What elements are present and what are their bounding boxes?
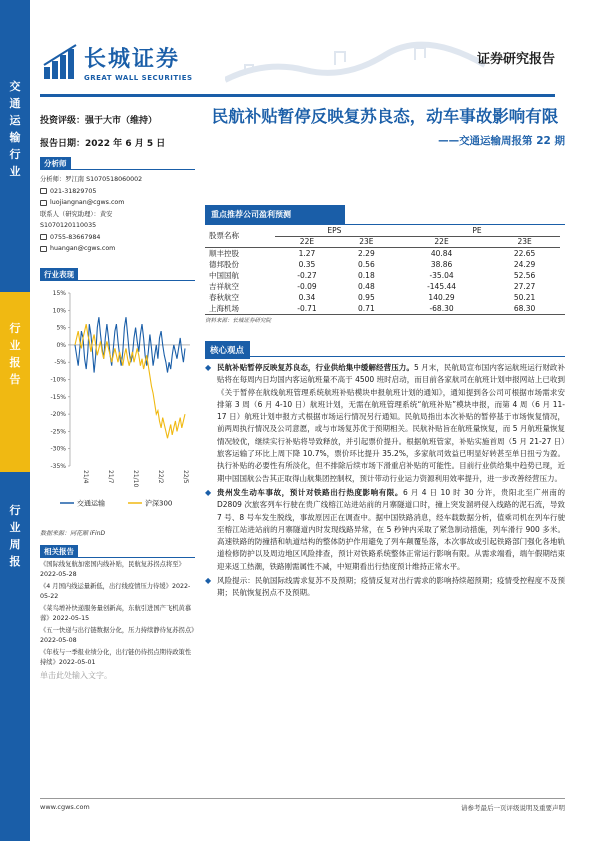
related-section-label: 相关报告 (40, 545, 78, 558)
logo-cn-text: 长城证券 (84, 46, 181, 72)
analyst-email[interactable] (40, 197, 195, 209)
analyst-phone-text: 021-31829705 (50, 187, 97, 195)
value-cell: 0.95 (358, 292, 375, 302)
paragraph-aviation (205, 362, 565, 485)
x-tick-label: 21/10 (132, 470, 139, 488)
analyst-phone (40, 186, 195, 198)
core-section-label: 核心观点 (205, 341, 250, 359)
para-text: 风险提示：民航国际线需求复苏不及预期；疫情反复对出行需求的影响持续超预期；疫情受控程度不及预期；民航恢复拐点不及预期。 (217, 576, 565, 598)
page-header (30, 0, 595, 96)
legend-label: 沪深300 (145, 499, 173, 508)
value-cell: 0.34 (298, 292, 316, 302)
analyst-section-label: 分析师 (40, 157, 71, 170)
segment3-char: 行 (9, 504, 21, 517)
col-group-eps: EPS (275, 225, 394, 236)
segment2-char: 报 (9, 356, 21, 369)
table-row (205, 281, 560, 292)
y-tick-label: 5% (56, 324, 66, 332)
brand-logo (42, 42, 193, 82)
report-title: 民航补贴暂停反映复苏良态，动车事故影响有限 (211, 107, 559, 126)
value-cell: 22.65 (513, 248, 536, 258)
related-report-item[interactable]: 《年枝与一季报业绩分化，出行链仍待拐点期待政策性持续》2022-05-01 (40, 649, 192, 666)
stock-name-cell: 德邦股份 (209, 259, 239, 269)
value-cell: 50.21 (513, 292, 536, 302)
col-stock-name: 股票名称 (209, 231, 239, 241)
header-divider (40, 94, 555, 97)
segment2-char: 告 (9, 373, 21, 386)
analyst-email-text[interactable]: luojiangnan@cgws.com (50, 199, 125, 206)
side-segment-report (0, 292, 30, 472)
table-row (205, 270, 560, 281)
side-segment-weekly (0, 472, 30, 841)
table-row (205, 259, 560, 270)
value-cell: 1.27 (298, 248, 316, 258)
table-bottom-rule (205, 314, 565, 315)
analyst-name-line: 分析师：罗江南 S1070518060002 (40, 176, 143, 183)
col-pe-22e: 22E (434, 237, 449, 246)
segment2-char: 业 (9, 339, 21, 352)
mail-icon (40, 200, 47, 206)
value-cell: -145.44 (427, 281, 457, 291)
value-cell: 0.18 (358, 270, 375, 280)
placeholder-text[interactable]: 单击此处输入文字。 (40, 671, 112, 680)
value-cell: 2.29 (358, 248, 375, 258)
x-tick-label: 22/5 (182, 470, 189, 484)
y-tick-label: 10% (52, 307, 66, 315)
side-segment-industry (0, 0, 30, 292)
value-cell: 27.27 (513, 281, 536, 291)
contact-phone-text: 0755-83667984 (50, 233, 101, 241)
bullet-icon: ◆ (205, 363, 212, 372)
value-cell: 40.84 (430, 248, 453, 258)
segment2-char: 行 (9, 322, 21, 335)
value-cell: 68.30 (513, 303, 536, 313)
para-heading: 民航补贴暂停反映复苏良态，行业供给集中缓解经营压力。 (217, 363, 414, 372)
report-subtitle: ——交通运输周报第 22 期 (438, 135, 565, 147)
value-cell: 24.29 (513, 259, 536, 269)
value-cell: 0.35 (298, 259, 316, 269)
contact-phone (40, 232, 195, 244)
y-tick-label: -5% (54, 359, 66, 367)
value-cell: -35.04 (429, 270, 454, 280)
table-source: 资料来源：长城证券研究院 (205, 317, 272, 324)
chart-svg (40, 281, 195, 521)
value-cell: -68.30 (429, 303, 454, 313)
segment3-char: 周 (9, 538, 21, 551)
table-row (205, 292, 560, 303)
table-row (205, 303, 560, 314)
para-text: 5 月末，民航局宣布国内客运航班运行财政补贴将在每周内日均国内客运航班量不高于 4500 班时启动，而目前各家航司在航班计划申报网站上已收到《关于暂停在航线航班管理系统航班补贴模块申报航班计划的通知》，通知提到各公司可根据市场需求安排第 3 周（6 月 4-10 日）航班计划，无需在航班管理系统“航班补贴”模块申报，而第 4 周（6 月 11-17 日）航班计划申报方式根据市场运行情况另行通知。民航局指出本次补贴的暂停基于市场恢复情况，前两周执行情况及公司意愿，或与市场复苏优于预期相关。民航补贴旨在航班量恢复，而 5 月航班量恢复情况较优，继续实行补贴将导致释放，并引起票价提升。根据航班管家，补贴实施首周（5 月 21-27 日）旅客运输了环比上周下降 10.7%，票价环比提升 35.2%，多家航司效益已明显好转甚至单日扭亏为盈。执行补贴的必要性有所淡化，但不排除后续市场下滑重启补贴的可能性。目前行业供给集中趋势已现，近期中国国航公告其正取得山航集团控制权，预计带动行业运力资源利用效率提升，进一步改善经营压力。 (217, 363, 566, 483)
segment3-char: 报 (9, 555, 21, 568)
footer-note: 请参考最后一页评级说明及重要声明 (461, 804, 565, 812)
related-report-item[interactable]: 《国际线复航加密国内线补贴，民航复苏拐点将至》2022-05-28 (40, 561, 185, 578)
value-cell: -0.71 (297, 303, 317, 313)
stock-name-cell: 顺丰控股 (209, 248, 239, 258)
logo-en-text: GREAT WALL SECURITIES (84, 74, 193, 82)
report-date: 报告日期：2022 年 6 月 5 日 (40, 139, 166, 149)
chart-section-label: 行业表现 (40, 268, 78, 281)
contact-name-line: 联系人（研究助理）：黄安 (40, 210, 113, 218)
stock-name-cell: 吉祥航空 (209, 281, 239, 291)
great-wall-watermark-icon (225, 20, 485, 90)
y-tick-label: -30% (50, 445, 66, 453)
y-tick-label: -20% (50, 411, 66, 419)
para-heading: 贵州发生动车事故，预计对铁路出行热度影响有限。 (217, 487, 403, 497)
segment1-char: 交 (9, 80, 21, 93)
industry-performance-chart (40, 268, 195, 528)
report-type-label: 证券研究报告 (476, 52, 555, 67)
col-group-pe: PE (394, 225, 560, 236)
segment1-char: 行 (9, 148, 21, 161)
y-tick-label: -25% (50, 428, 66, 436)
value-cell: 0.48 (358, 281, 375, 291)
y-tick-label: -10% (50, 376, 66, 384)
legend-label: 交通运输 (77, 499, 105, 508)
analyst-info (40, 174, 195, 255)
value-cell: 52.56 (513, 270, 536, 280)
related-report-item[interactable]: 《菜鸟增补快递服务量创新高，东航引进国产飞机黄慕蓉》2022-05-15 (40, 605, 192, 622)
y-tick-label: 0% (56, 341, 66, 349)
bullet-icon: ◆ (205, 487, 212, 497)
bullet-icon: ◆ (205, 576, 212, 586)
value-cell: -0.09 (297, 281, 317, 291)
mail-icon (40, 246, 47, 252)
value-cell: 0.56 (358, 259, 375, 269)
col-eps-23e: 23E (359, 237, 374, 246)
contact-email[interactable] (40, 243, 195, 255)
stock-name-cell: 中国国航 (209, 270, 239, 280)
contact-email-text[interactable]: huangan@cgws.com (50, 245, 116, 252)
table-heading: 重点推荐公司盈利预测 (205, 205, 345, 224)
chart-source: 数据来源：同花顺 iFinD (40, 530, 106, 537)
stock-name-cell: 春秋航空 (209, 292, 239, 302)
related-reports (40, 545, 195, 681)
segment1-char: 业 (9, 165, 21, 178)
earnings-forecast-table (205, 205, 565, 324)
x-tick-label: 21/7 (107, 470, 114, 484)
left-column (40, 105, 195, 255)
core-body (205, 362, 565, 602)
value-cell: 38.86 (430, 259, 453, 269)
x-tick-label: 22/2 (157, 470, 164, 484)
value-cell: 0.71 (358, 303, 375, 313)
side-strip (0, 0, 30, 841)
segment1-char: 运 (9, 114, 21, 127)
main-column (205, 105, 565, 148)
y-tick-label: -35% (50, 463, 66, 470)
great-wall-logo-icon (42, 43, 80, 81)
col-pe-23e: 23E (517, 237, 532, 246)
core-divider (205, 356, 565, 357)
y-tick-label: -15% (50, 393, 66, 401)
phone-icon (40, 188, 47, 194)
y-tick-label: 15% (52, 290, 66, 297)
contact-cert-line: S1070120110035 (40, 222, 97, 229)
value-cell: 140.29 (428, 292, 455, 302)
phone-icon (40, 234, 47, 240)
para-text: 6 月 4 日 10 时 30 分许，贵阳北至广州南的 D2809 次旅客列车行驶在贵广线榕江站进站前的月寨隧道口时，撞上突发溜坍侵入线路的泥石流，导致 7 号、8 号车发生脱线，事故原因正在调查中。据中国铁路消息，经车载数据分析，值乘司机在列车行驶至榕江站进站前的月寨隧道内时发现线路异常，在 5 秒钟内采取了紧急制动措施，列车滑行 900 多米。高速铁路的防撞措和轨道结构的整体防护作用避免了列车颠覆坠落，本次事故或引起铁路部门强化各地轨道检修防护以及周边地区风险排查，预计对铁路系统整体正常运行影响有限。从需求端看，端午假期结束迎来返工热潮，铁路刚需属性不减，中短期看出行热度预计维持正常水平。 (217, 487, 565, 571)
table-row (205, 247, 560, 259)
x-tick-label: 21/4 (82, 470, 89, 484)
segment1-char: 输 (9, 131, 21, 144)
segment3-char: 业 (9, 521, 21, 534)
related-report-item[interactable]: 《4 月国内线运量新低，出行线疫情压力待缓》2022-05-22 (40, 583, 191, 600)
segment1-char: 通 (9, 97, 21, 110)
paragraph-risk (205, 575, 565, 600)
related-report-item[interactable]: 《五一快递与出行链数据分化，压力持续静待复苏拐点》2022-05-08 (40, 627, 195, 644)
col-eps-22e: 22E (299, 237, 315, 246)
value-cell: -0.27 (297, 270, 317, 280)
forecast-table (205, 225, 560, 314)
investment-rating: 投资评级：强于大市（维持） (40, 116, 158, 126)
paragraph-railway (205, 487, 565, 573)
footer-url[interactable]: www.cgws.com (40, 803, 90, 811)
footer-divider (40, 798, 565, 799)
stock-name-cell: 上海机场 (209, 303, 239, 313)
